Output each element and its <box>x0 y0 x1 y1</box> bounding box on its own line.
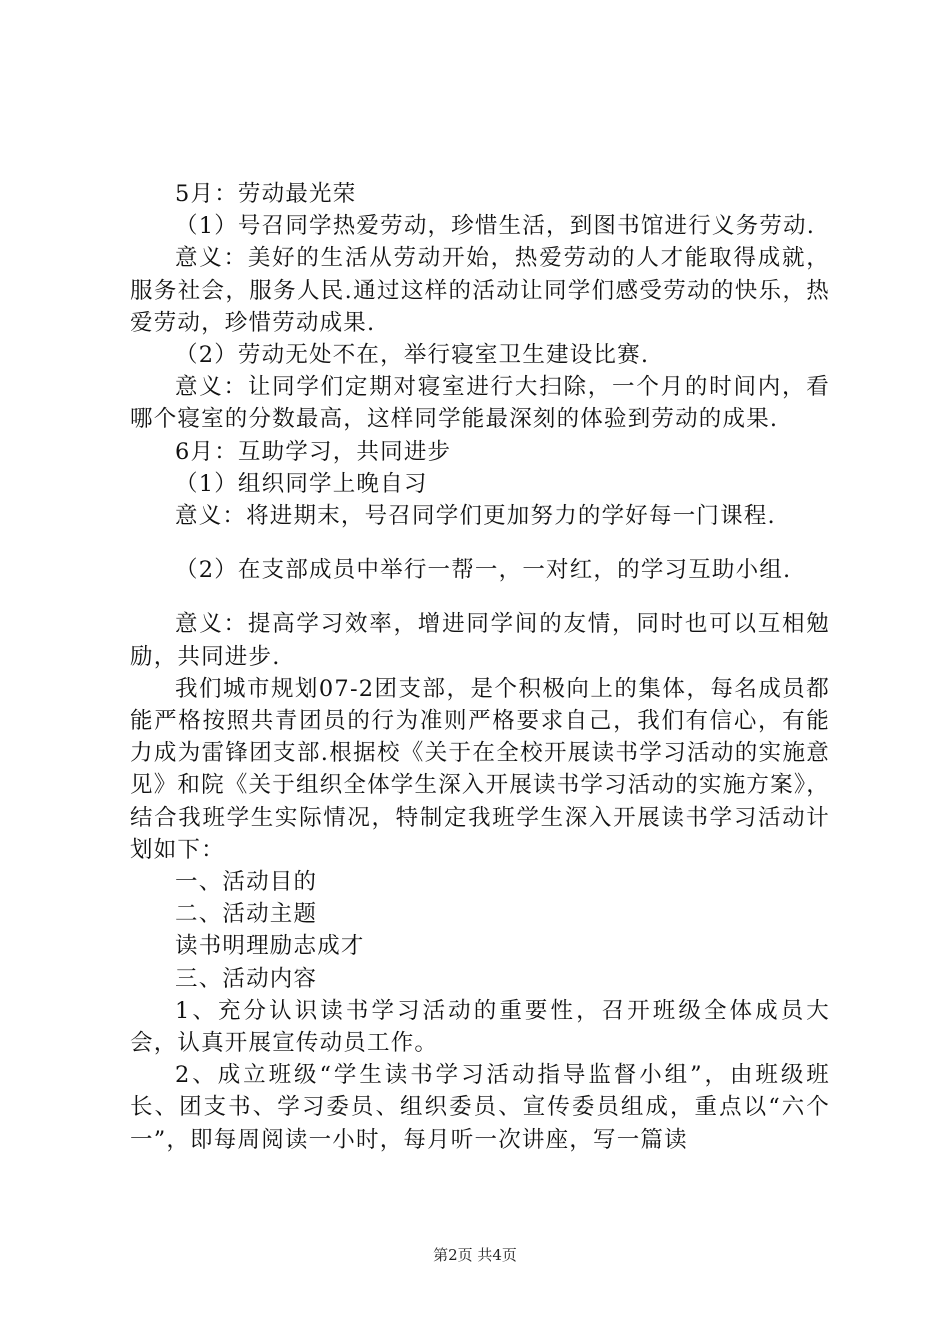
paragraph-section-1: 一、活动目的 <box>175 869 318 896</box>
paragraph-may-item-2: （2）劳动无处不在，举行寝室卫生建设比赛. <box>175 342 650 369</box>
paragraph-section-3: 三、活动内容 <box>175 965 318 992</box>
paragraph-june-item-1-meaning: 意义：将进期末，号召同学们更加努力的学好每一门课程. <box>175 503 776 530</box>
paragraph-content-2: 2、成立班级“学生读书学习活动指导监督小组”，由班级班长、团支书、学习委员、组织委员、宣传委员组成，重点以“六个一”，即每周阅读一小时，每月听一次讲座，写一篇读 <box>130 1062 830 1153</box>
paragraph-theme: 读书明理励志成才 <box>175 933 365 960</box>
paragraph-may-item-1-meaning: 意义：美好的生活从劳动开始，热爱劳动的人才能取得成就，服务社会，服务人民.通过这样的活动让同学们感受劳动的快乐，热爱劳动，珍惜劳动成果. <box>130 245 830 336</box>
page-footer: 第2页 共4页 <box>433 1246 517 1264</box>
paragraph-section-2: 二、活动主题 <box>175 901 318 928</box>
paragraph-june-item-2: （2）在支部成员中举行一帮一，一对红，的学习互助小组. <box>175 557 792 584</box>
paragraph-june-item-1: （1）组织同学上晚自习 <box>175 470 428 497</box>
paragraph-june-item-2-meaning: 意义：提高学习效率，增进同学间的友情，同时也可以互相勉励，共同进步. <box>130 611 830 670</box>
paragraph-may-item-1: （1）号召同学热爱劳动，珍惜生活，到图书馆进行义务劳动. <box>175 213 816 240</box>
paragraph-content-1: 1、充分认识读书学习活动的重要性，召开班级全体成员大会，认真开展宣传动员工作。 <box>130 997 830 1057</box>
paragraph-intro: 我们城市规划07-2团支部，是个积极向上的集体，每名成员都能严格按照共青团员的行为准则严格要求自己，我们有信心，有能力成为雷锋团支部.根据校《关于在全校开展读书学习活动的实施意见》和院《关于组织全体学生深入开展读书学习活动的实施方案》，结合我班学生实际情况，特制定我班学生深入开展读书学习活动计划如下： <box>130 675 830 863</box>
paragraph-may-item-2-meaning: 意义：让同学们定期对寝室进行大扫除，一个月的时间内，看哪个寝室的分数最高，这样同学能最深刻的体验到劳动的成果. <box>130 374 830 433</box>
paragraph-may-heading: 5月：劳动最光荣 <box>175 181 357 207</box>
paragraph-june-heading: 6月：互助学习，共同进步 <box>175 438 452 465</box>
document-body <box>130 178 830 1156</box>
